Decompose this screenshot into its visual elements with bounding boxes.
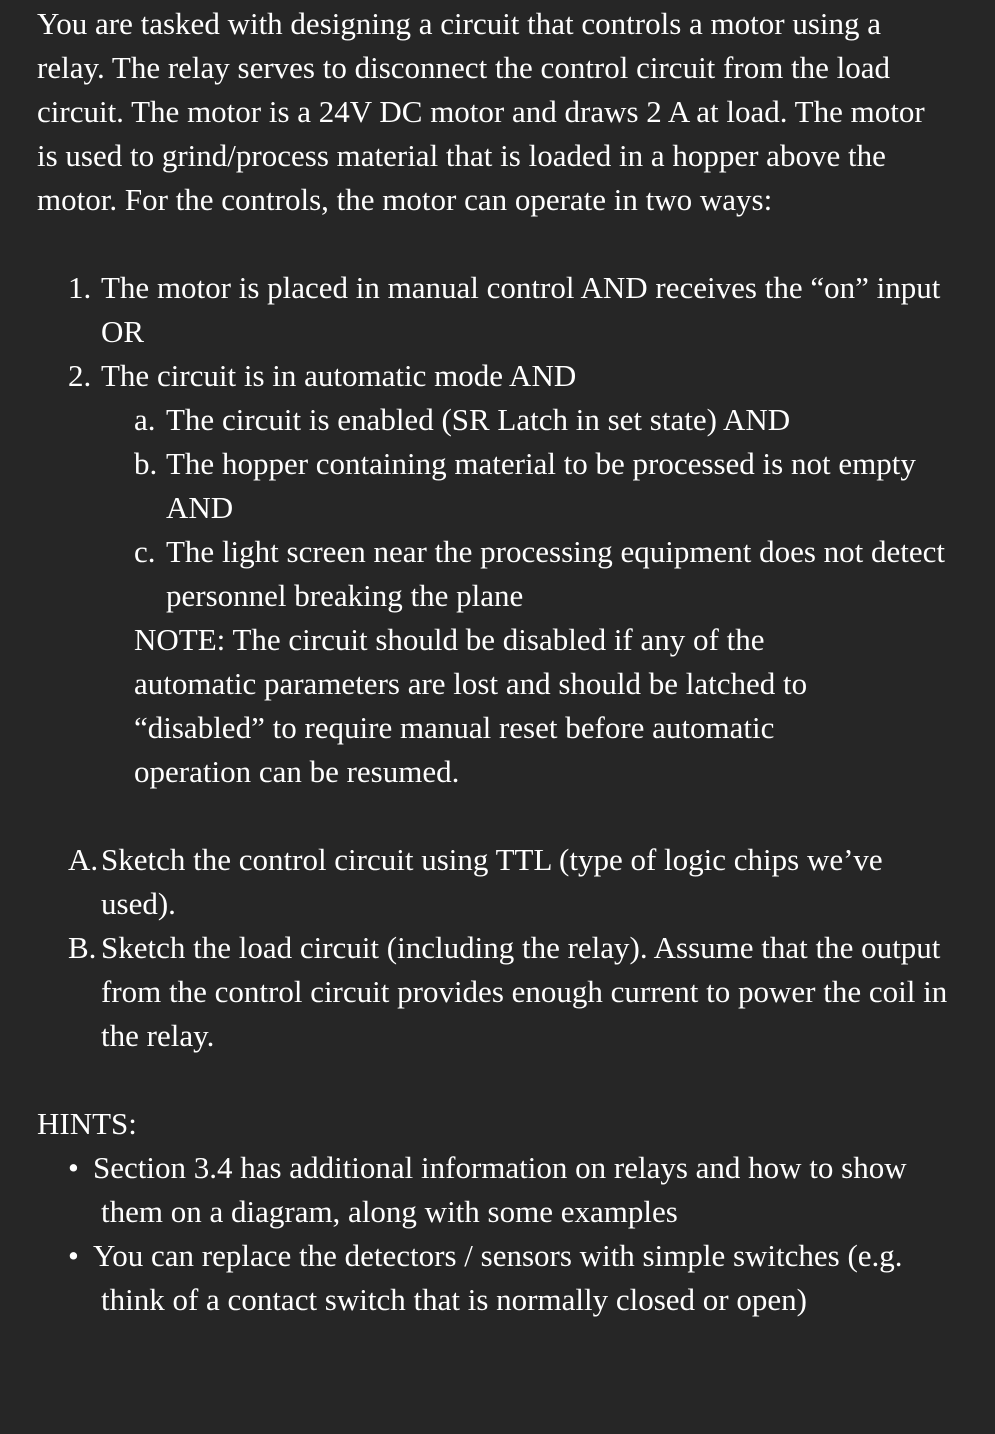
hint-item-2 <box>0 1234 946 1322</box>
list-item-text: The light screen near the processing equipment does not detect personnel breaking the plane <box>166 534 946 613</box>
intro-paragraph: You are tasked with designing a circuit that controls a motor using a relay. The relay serves to disconnect the control circuit from the load circuit. The motor is a 24V DC motor and draws 2 A at load. The motor is used to grind/process material that is loaded in a hopper above the motor. For the controls, the motor can operate in two ways: <box>37 6 925 217</box>
task-item-b <box>0 926 961 1058</box>
list-item-text: Section 3.4 has additional information on relays and how to show them on a diagram, along with some examples <box>93 1150 907 1229</box>
list-item-condition-a <box>0 398 975 442</box>
list-marker: B. <box>68 930 97 965</box>
list-item-text: The hopper containing material to be processed is not empty AND <box>166 446 916 525</box>
list-marker: c. <box>134 534 156 569</box>
list-item-text: You can replace the detectors / sensors with simple switches (e.g. think of a contact switch that is normally closed or open) <box>93 1238 903 1317</box>
list-marker: b. <box>134 446 158 481</box>
task-item-a <box>0 838 931 926</box>
list-item-text: Sketch the control circuit using TTL (type of logic chips we’ve used). <box>101 842 883 921</box>
list-item-mode-2 <box>0 354 975 398</box>
hints-heading: HINTS: <box>37 1106 137 1141</box>
list-item-mode-1 <box>0 266 975 354</box>
spacer <box>37 222 975 266</box>
list-item-text: The circuit is enabled (SR Latch in set state) AND <box>166 402 791 437</box>
hint-item-1 <box>0 1146 931 1234</box>
list-item-condition-b <box>0 442 946 530</box>
list-item-condition-c <box>0 530 981 618</box>
list-marker: 2. <box>68 358 92 393</box>
spacer <box>37 1058 975 1102</box>
list-item-text: The motor is placed in manual control AND receives the “on” input OR <box>101 270 941 349</box>
list-marker: A. <box>68 842 99 877</box>
list-item-text: Sketch the load circuit (including the relay). Assume that the output from the control circuit provides enough current to power the coil in the relay. <box>101 930 948 1053</box>
bullet-icon: • <box>68 1150 79 1185</box>
note-paragraph: NOTE: The circuit should be disabled if any of the automatic parameters are lost and should be latched to “disabled” to require manual reset before automatic operation can be resumed. <box>134 622 808 789</box>
list-marker: a. <box>134 402 156 437</box>
list-marker: 1. <box>68 270 92 305</box>
bullet-icon: • <box>68 1238 79 1273</box>
list-item-text: The circuit is in automatic mode AND <box>101 358 577 393</box>
spacer <box>37 794 975 838</box>
